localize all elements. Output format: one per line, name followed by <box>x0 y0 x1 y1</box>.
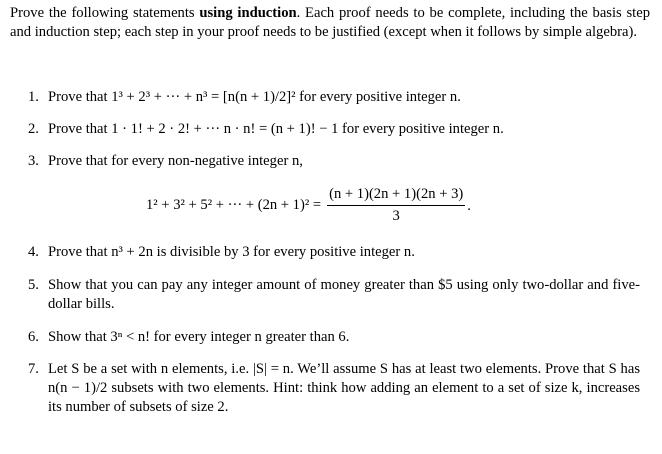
problem-text: Let S be a set with n elements, i.e. |S| = n. We’ll assume S has at least two elements. Prove that S has n(n − 1)/2 subsets with two elements. Hint: think how adding an element to a set of size k, increases its number of subsets of size 2. <box>48 361 640 415</box>
problem-3 <box>28 152 640 171</box>
instructions-text-start: Prove the following statements <box>10 5 200 21</box>
instructions <box>10 4 650 42</box>
problem-text: Show that 3ⁿ < n! for every integer n greater than 6. <box>48 329 350 345</box>
problem-text: Prove that n³ + 2n is divisible by 3 for every positive integer n. <box>48 244 415 260</box>
fraction-denominator: 3 <box>392 207 400 224</box>
equation-lhs: 1² + 3² + 5² + ··· + (2n + 1)² = <box>146 196 322 213</box>
problem-text: Prove that 1 · 1! + 2 · 2! + ··· n · n! = (n + 1)! − 1 for every positive integer n. <box>48 121 504 137</box>
equation-period: . <box>467 198 471 214</box>
problem-number: 3. <box>28 153 39 169</box>
problem-number: 1. <box>28 89 39 105</box>
equation-fraction <box>327 186 465 225</box>
problem-5 <box>28 276 640 314</box>
problem-2 <box>28 120 640 139</box>
problem-1 <box>28 88 640 107</box>
problem-number: 5. <box>28 277 39 293</box>
problem-text: Show that you can pay any integer amount of money greater than $5 using only two-dollar and five-dollar bills. <box>48 277 640 312</box>
display-equation <box>146 181 471 229</box>
problem-number: 2. <box>28 121 39 137</box>
problem-number: 6. <box>28 329 39 345</box>
problem-4 <box>28 243 640 262</box>
instructions-text-end: . Each proof needs to be complete, including the basis step and induction step; each step in your proof needs to be justified (except when it follows by simple algebra). <box>10 5 650 40</box>
problem-number: 4. <box>28 244 39 260</box>
fraction-numerator: (n + 1)(2n + 1)(2n + 3) <box>327 186 465 206</box>
problem-6 <box>28 328 640 347</box>
problem-number: 7. <box>28 361 39 377</box>
problem-text: Prove that 1³ + 2³ + ··· + n³ = [n(n + 1)/2]² for every positive integer n. <box>48 89 461 105</box>
problem-text: Prove that for every non-negative integer n, <box>48 153 303 169</box>
problem-7 <box>28 360 640 417</box>
instructions-emphasis: using induction <box>199 5 297 21</box>
